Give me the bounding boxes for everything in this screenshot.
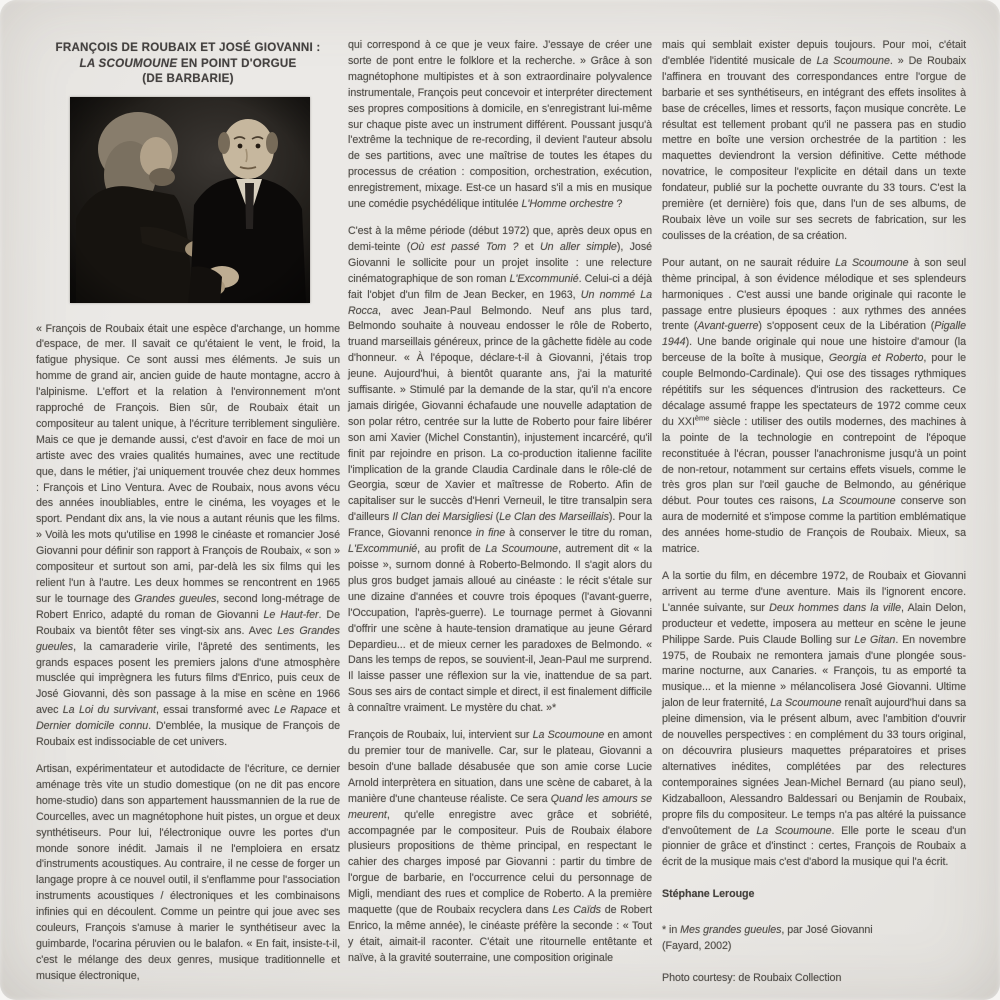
body-paragraph: François de Roubaix, lui, intervient sur La Scoumoune en amont du premier tour de manivelle. Car, sur le plateau, Giovanni a besoin d'une ballade désabusée que son amie corse Lucie Arnold interprètera en situation, dans une scène de cabaret, à la manière d'une chanteuse réaliste. Ce sera Quand les amours se meurent, qu'elle enregistre avec grâce et sobriété, accompagnée par le compositeur. Puis de Roubaix élabore plusieurs propositions de thème principal, en respectant le cahier des charges imposé par Giovanni : partir du timbre de l'orgue de barbarie, en l'occurrence celui du personnage de Migli, mendiant des rues et complice de Roberto. A la première maquette (que de Roubaix recyclera dans Les Caïds de Robert Enrico, la même année), le cinéaste préfère la seconde : « Tout y était, aimait-il raconter. C'était une ritournelle entêtante et naïve, à la gravité souterraine, une composition originale [348,729,653,964]
body-paragraph: Artisan, expérimentateur et autodidacte de l'écriture, ce dernier aménage très vite un studio domestique (on ne dit pas encore home-studio) dans son appartement haussmannien de la rue de Courcelles, avec un magnétophone huit pistes, un orgue et deux synthétiseurs. Pour lui, l'électronique ouvre les portes d'un monde sonore inédit. Jamais il ne l'emploiera en ersatz d'instruments acoustiques. Au contraire, il ne cesse de forger un langage propre à ce nouvel outil, il s'enflamme pour l'association instruments acoustiques / électroniques et les combinaisons infinies qui en découlent. Comme un peintre qui joue avec ses couleurs, François s'amuse à marier le synthétiseur avec la guimbarde, l'ocarina péruvien ou le balafon. « En fait, insiste-t-il, c'est le mélange des deux genres, musique traditionnelle et musique électronique, [36,762,340,982]
footnote-line-2: (Fayard, 2002) [662,940,732,953]
photo-credit: Photo courtesy: de Roubaix Collection [662,971,842,984]
body-paragraph: Pour autant, on ne saurait réduire La Scoumoune à son seul thème principal, à son évidence mélodique et ses splendeurs harmoniques . C'est aussi une bande originale qui raconte le passage entre plusieurs époques : aux rythmes des années trente (Avant-guerre) s'opposent ceux de la Libération (Pigalle 1944). Une bande originale qui noue une histoire d'amour (la berceuse de la boîte à musique, Georgia et Roberto, pour le couple Belmondo-Cardinale). Qui ose des tissages rythmiques répétitifs sur les séquences d'intrusion des racketteurs. Ce décalage assumé frappe les spectateurs de 1972 comme ceux du XXIème siècle : utiliser des outils modernes, des machines à la pointe de la technologie en contrepoint de l'époque reconstituée à l'écran, pousser l'anachronisme jusqu'à un point de non-retour, notamment sur certains effets visuels, comme le très gros plan sur l'œil gauche de Belmondo, au générique début. Pour toutes ces raisons, La Scoumoune conserve son aura de modernité et s'impose comme la partition emblématique des années home-studio de François de Roubaix. Mieux, sa matrice. [662,256,967,556]
body-paragraph: « François de Roubaix était une espèce d'archange, un homme d'espace, de mer. Il savait ce qu'étaient le vent, le froid, la fatigue physique. Ce sont aussi mes éléments. Je suis un homme de grand air, ancien guide de haute montagne, accro à l'alpinisme. L'effort et la relation à l'environnement m'ont rapproché de François. Bien sûr, de Roubaix était un compositeur au talent unique, à l'écriture terriblement singulière. Mais ce que je demande aussi, c'est d'avoir en face de moi un artiste avec des vraies qualités humaines, avec une rectitude que, dans le métier, j'ai uniquement trouvée chez deux hommes : François et Lino Ventura. Avec de Roubaix, nous avons vécu des années inoubliables, entre le cinéma, les voyages et le sport. Pendant dix ans, la vie nous a autant réunis que les films. » Voilà les mots qu'utilise en 1998 le cinéaste et romancier José Giovanni pour définir son rapport à François de Roubaix, « son » compositeur et surtout son ami, par-delà les six films qui les relient l'un à l'autre. Les deux hommes se rencontrent en 1965 sur le tournage des Grandes gueules, second long-métrage de Robert Enrico, adapté du roman de Giovanni Le Haut-fer. De Roubaix va bientôt fêter ses vingt-six ans. Avec Les Grandes gueules, la camaraderie virile, l'âpreté des sentiments, les grands espaces posent les premiers jalons d'une atmosphère musclée qui imprègnera les futurs films d'Enrico, puis ceux de José Giovanni, dès son passage à la mise en scène en 1966 avec La Loi du survivant, essai transformé avec Le Rapace et Dernier domicile connu. D'emblée, la musique de François de Roubaix est indissociable de cet univers. [36,322,340,749]
column-2 [348,38,652,978]
body-paragraph: qui correspond à ce que je veux faire. J'essaye de créer une sorte de pont entre le folklore et la recherche. » Grâce à son magnétophone multipistes et à son extraordinaire polyvalence instrumentale, François peut concevoir et interpréter directement ses propres compositions à domicile, en s'enregistrant lui-même sur chaque piste avec un instrument différent. Poussant jusqu'à l'extrême la technique de re-recording, il devient l'auteur absolu de ses partitions, avec une maîtrise de toutes les étapes du processus de création : composition, orchestration, exécution, enregistrement, mixage. Est-ce un hasard s'il a mis en musique une comédie psychédélique intitulée L'Homme orchestre ? [348,39,652,211]
author-signature: Stéphane Lerouge [662,888,755,901]
column-3 [662,38,966,998]
footnote-source [662,923,966,955]
body-paragraph: A la sortie du film, en décembre 1972, de Roubaix et Giovanni arrivent au terme d'une aventure. Mais ils l'ignorent encore. L'année suivante, sur Deux hommes dans la ville, Alain Delon, producteur et vedette, imposera au metteur en scène le jeune Philippe Sarde. Puis Claude Bolling sur Le Gitan. En novembre 1975, de Roubaix ne remontera jamais d'une plongée sous-marine nocturne, aux Canaries. « François, tu as emporté ta musique... et la mienne » mélancolisera José Giovanni. Ultime jalon de leur fraternité, La Scoumoune renaît aujourd'hui dans sa pleine dimension, via le présent album, avec l'ambition d'ouvrir de nouvelles perspectives : en complément du 33 tours original, on découvrira plusieurs maquettes préparatoires et prises alternatives inédites, complétées par des relectures contemporaines signées Jean-Michel Bernard (au piano seul), Kidzaballoon, Alessandro Baldessari ou Benjamin de Roubaix, propre fils du compositeur. Le temps n'a pas altéré la puissance d'envoûtement de La Scoumoune. Elle porte le sceau d'un pionnier de grâce et d'instinct : certes, François de Roubaix a écrit de la musique mais c'est d'abord la musique qui l'a écrit. [662,570,967,869]
title-line-3: (DE BARBARIE) [142,72,234,85]
article-title [36,40,340,87]
title-line-1: FRANÇOIS DE ROUBAIX ET JOSÉ GIOVANNI : [55,41,321,54]
column-1 [36,38,340,996]
title-line-2: LA SCOUMOUNE EN POINT D'ORGUE [79,56,297,70]
photo-illustration [70,97,310,303]
photo-de-roubaix-giovanni [70,97,310,303]
footnote-line-1: * in Mes grandes gueules, par José Giovanni [662,924,873,937]
body-paragraph: mais qui semblait exister depuis toujours. Pour moi, c'était d'emblée l'identité musicale de La Scoumoune. » De Roubaix l'affinera en trouvant des correspondances entre l'orgue de barbarie et ses synthétiseurs, en intégrant des effets insolites à base de crécelles, limes et ressorts, façon musique concrète. Le résultat est tellement probant qu'il ne passera pas en studio mettre en boîte une version orchestrée de la partition : les maquettes deviendront la version définitive. Cette méthode novatrice, le compositeur l'explicite en détail dans un texte fondateur, publié sur la pochette ouvrante du 33 tours. C'est la première (et dernière) fois que, dans l'un de ses albums, de Roubaix lève un voile sur ses secrets de fabrication, sur les coulisses de la création, de sa création. [662,39,967,242]
body-paragraph: C'est à la même période (début 1972) que, après deux opus en demi-teinte (Où est passé Tom ? et Un aller simple), José Giovanni le sollicite pour un projet insolite : une relecture cinématographique de son roman L'Excommunié. Celui-ci a déjà fait l'objet d'un film de Jean Becker, en 1963, Un nommé La Rocca, avec Jean-Paul Belmondo. Neuf ans plus tard, Belmondo souhaite à nouveau endosser le rôle de Roberto, truand marseillais généreux, prince de la gâchette fidèle au code d'honneur. « À l'époque, déclare-t-il à Giovanni, j'étais trop jeune. Aujourd'hui, à bientôt quarante ans, j'ai la maturité suffisante. » Stimulé par la demande de la star, qu'il n'a encore jamais dirigée, Giovanni échafaude une nouvelle adaptation de son polar rétro, centrée sur la lutte de Roberto pour faire libérer son ami Xavier (Michel Constantin), injustement incarcéré, qu'il finit par rejoindre en prison. La co-production italienne facilite l'implication de la grande Claudia Cardinale dans le rôle-clé de Georgia, sœur de Xavier et maîtresse de Roberto. Afin de capitaliser sur le succès d'Henri Verneuil, le titre transalpin sera d'ailleurs Il Clan dei Marsigliesi (Le Clan des Marseillais). Pour la France, Giovanni renonce in fine à conserver le titre du roman, L'Excommunié, au profit de La Scoumoune, autrement dit « la poisse », surnom donné à Roberto-Belmondo. Il s'agit alors du plus gros budget jamais alloué au cinéaste : le récit s'étale sur une dizaine d'années et couvre trois époques (l'avant-guerre, l'Occupation, l'après-guerre). Le tournage permet à Giovanni d'offrir une scène à haute-tension dramatique au jeune Gérard Depardieu... et de mieux cerner les paradoxes de Belmondo. « Dans les temps de repos, se souvient-il, Jean-Paul me surprend. Il laisse passer une réflexion sur la vie, inattendue de sa part. Sous ses airs de contact simple et direct, il est finalement difficile à connaître vraiment. Le mystère du chat. »* [348,224,653,715]
